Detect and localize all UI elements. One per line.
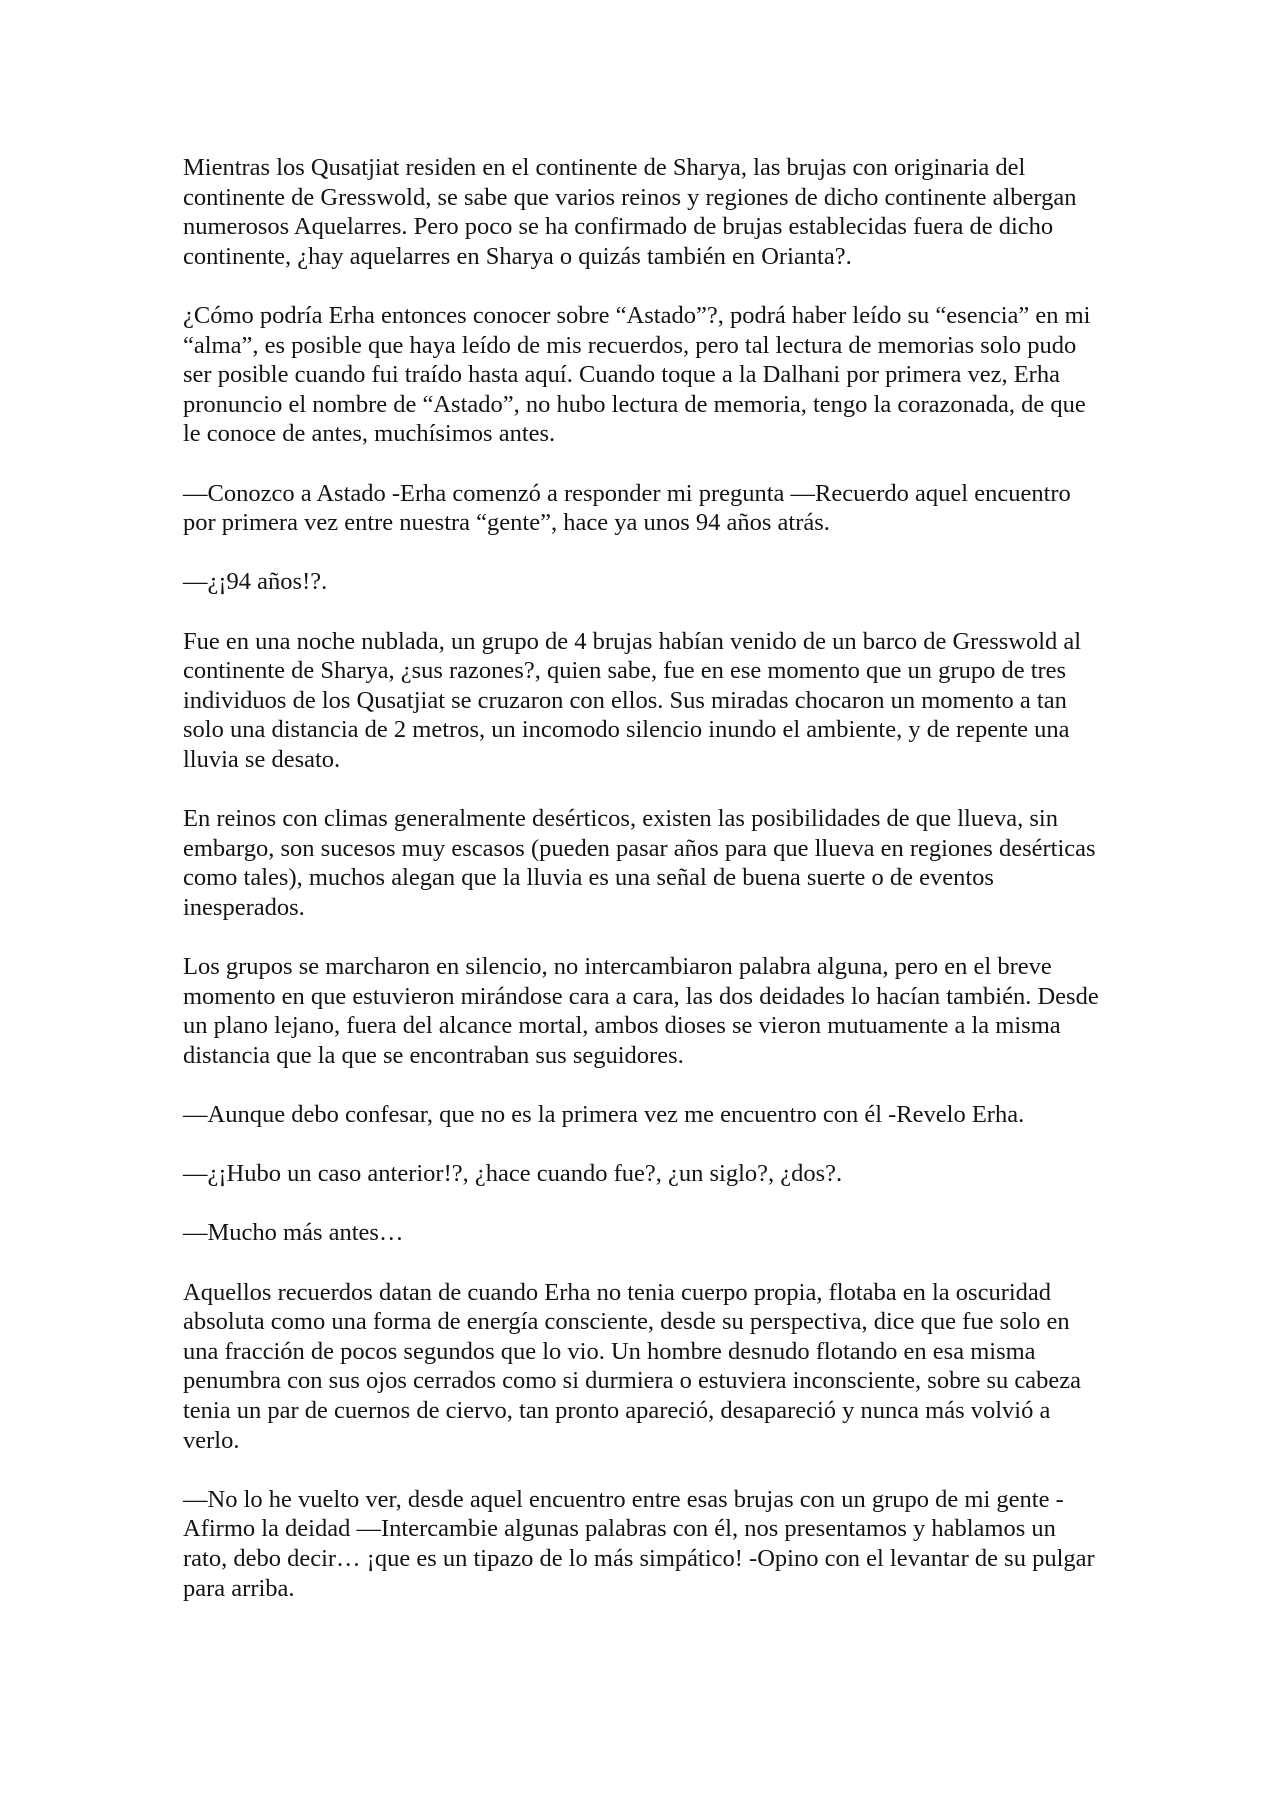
body-text bbox=[183, 153, 1103, 1603]
dialogue-paragraph: —¿¡94 años!?. bbox=[183, 568, 328, 596]
paragraph: En reinos con climas generalmente desérticos, existen las posibilidades de que llueva, sin embargo, son sucesos muy escasos (pueden pasar años para que llueva en regiones desérticas como tales), muchos alegan que la lluvia es una señal de buena suerte o de eventos inesperados. bbox=[183, 805, 1096, 921]
paragraph: Fue en una noche nublada, un grupo de 4 brujas habían venido de un barco de Gresswold al continente de Sharya, ¿sus razones?, quien sabe, fue en ese momento que un grupo de tres individuos de los Qusatjiat se cruzaron con ellos. Sus miradas chocaron un momento a tan solo una distancia de 2 metros, un incomodo silencio inundo el ambiente, y de repente una lluvia se desato. bbox=[183, 627, 1082, 773]
dialogue-paragraph: —Aunque debo confesar, que no es la primera vez me encuentro con él -Revelo Erha. bbox=[183, 1101, 1025, 1128]
dialogue-paragraph: —Conozco a Astado -Erha comenzó a responder mi pregunta —Recuerdo aquel encuentro por primera vez entre nuestra “gente”, hace ya unos 94 años atrás. bbox=[183, 479, 1071, 537]
paragraph: Mientras los Qusatjiat residen en el continente de Sharya, las brujas con originaria del continente de Gresswold, se sabe que varios reinos y regiones de dicho continente albergan numerosos Aquelarres. Pero poco se ha confirmado de brujas establecidas fuera de dicho continente, ¿hay aquelarres en Sharya o quizás también en Orianta?. bbox=[183, 154, 1077, 270]
dialogue-paragraph: —¿¡Hubo un caso anterior!?, ¿hace cuando fue?, ¿un siglo?, ¿dos?. bbox=[183, 1160, 843, 1188]
paragraph: ¿Cómo podría Erha entonces conocer sobre “Astado”?, podrá haber leído su “esencia” en mi “alma”, es posible que haya leído de mis recuerdos, pero tal lectura de memorias solo pudo ser posible cuando fui traído hasta aquí. Cuando toque a la Dalhani por primera vez, Erha pronuncio el nombre de “Astado”, no hubo lectura de memoria, tengo la corazonada, de que le conoce de antes, muchísimos antes. bbox=[183, 301, 1091, 448]
paragraph: Aquellos recuerdos datan de cuando Erha no tenia cuerpo propia, flotaba en la oscuridad absoluta como una forma de energía consciente, desde su perspectiva, dice que fue solo en una fracción de pocos segundos que lo vio. Un hombre desnudo flotando en esa misma penumbra con sus ojos cerrados como si durmiera o estuviera inconsciente, sobre su cabeza tenia un par de cuernos de ciervo, tan pronto apareció, desapareció y nunca más volvió a verlo. bbox=[183, 1278, 1082, 1454]
dialogue-paragraph: —No lo he vuelto ver, desde aquel encuentro entre esas brujas con un grupo de mi gente -Afirmo la deidad —Intercambie algunas palabras con él, nos presentamos y hablamos un rato, debo decir… ¡que es un tipazo de lo más simpático! -Opino con el levantar de su pulgar para arriba. bbox=[183, 1485, 1095, 1602]
paragraph: Los grupos se marcharon en silencio, no intercambiaron palabra alguna, pero en el breve momento en que estuvieron mirándose cara a cara, las dos deidades lo hacían también. Desde un plano lejano, fuera del alcance mortal, ambos dioses se vieron mutuamente a la misma distancia que la que se encontraban sus seguidores. bbox=[183, 953, 1099, 1069]
dialogue-paragraph: —Mucho más antes… bbox=[183, 1219, 404, 1247]
